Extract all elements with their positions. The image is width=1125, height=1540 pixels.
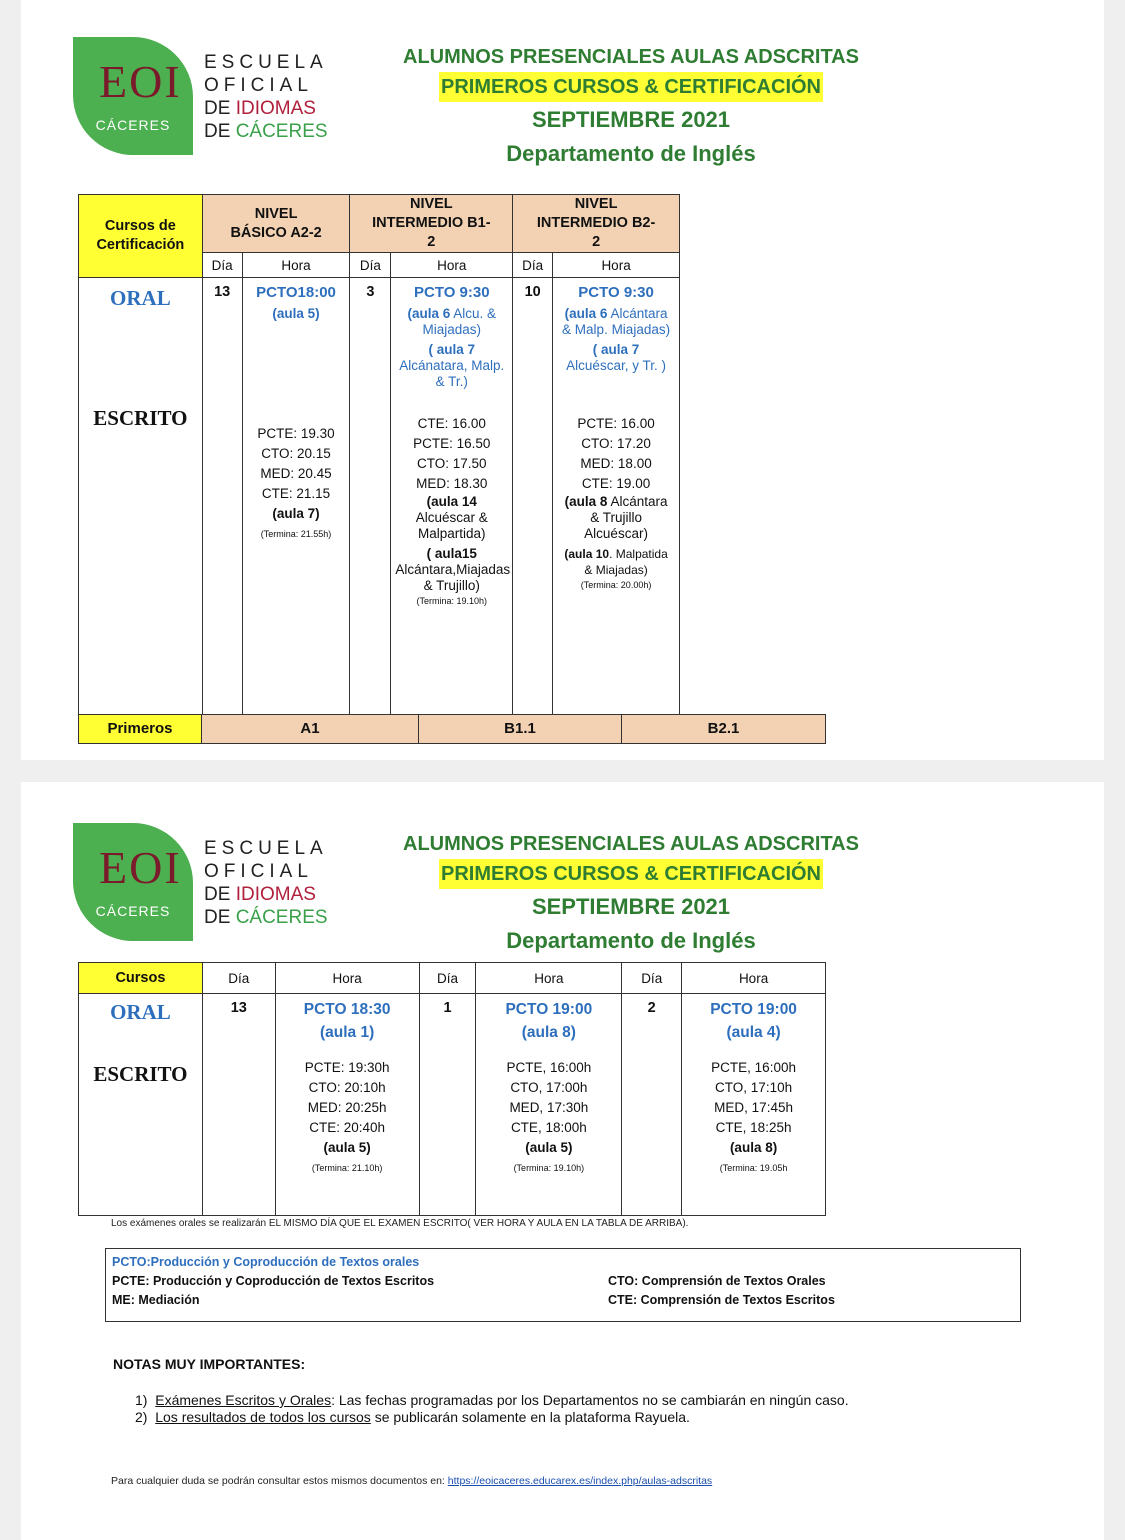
- dia-header: Día: [350, 253, 391, 278]
- hora-header: Hora: [242, 253, 350, 278]
- logo-city: CÁCERES: [95, 903, 171, 919]
- legend-pcto: PCTO:Producción y Coproducción de Textos orales: [112, 1255, 420, 1269]
- title-department: Departamento de Inglés: [506, 141, 756, 166]
- footer-link[interactable]: https://eoicaceres.educarex.es/index.php/aulas-adscritas: [447, 1475, 713, 1487]
- c2-day: 1: [419, 994, 476, 1216]
- b2-day: 10: [513, 278, 553, 720]
- b1-written: CTE: 16.00 PCTE: 16.50 CTO: 17.50 MED: 18.30 (aula 14 Alcuéscar & Malpartida) ( aula15 Alcántara,Miajadas & Trujillo) (Termina: 19.10h): [395, 416, 511, 606]
- dia-header: Día: [622, 963, 682, 994]
- dia-header: Día: [202, 253, 242, 278]
- level-b1-header: NIVEL INTERMEDIO B1-2: [350, 195, 513, 253]
- corner-header: Cursos de Certificación: [79, 195, 203, 278]
- dia-header: Día: [419, 963, 476, 994]
- oral-label: ORAL: [110, 1000, 171, 1024]
- hora-header: Hora: [553, 253, 680, 278]
- notes-heading: NOTAS MUY IMPORTANTES:: [113, 1356, 306, 1372]
- page-2: [21, 782, 1104, 1540]
- page-title-block: [351, 42, 911, 170]
- c1-schedule: PCTO 18:30 (aula 1) PCTE: 19:30h CTO: 20:10h MED: 20:25h CTE: 20:40h (aula 5) (Termina: 21.10h): [275, 994, 419, 1216]
- oral-label: ORAL: [110, 286, 171, 310]
- hora-header: Hora: [682, 963, 826, 994]
- hora-header: Hora: [391, 253, 513, 278]
- b2-written: PCTE: 16.00 CTO: 17.20 MED: 18.00 CTE: 19.00 (aula 8 Alcántara & Trujillo Alcuéscar) (aula 10. Malpatida & Miajadas) (Termina: 20.00h): [564, 416, 668, 590]
- a2-pcto-aula: (aula 5): [272, 306, 320, 321]
- c2-schedule: PCTO 19:00 (aula 8) PCTE, 16:00h CTO, 17:00h MED, 17:30h CTE, 18:00h (aula 5) (Termina: 19.10h): [476, 994, 622, 1216]
- level-a2-header: NIVEL BÁSICO A2-2: [202, 195, 350, 253]
- b1-day: 3: [350, 278, 391, 720]
- primeros-b11: B1.1: [419, 715, 622, 743]
- primeros-label: Primeros: [79, 715, 202, 743]
- title-highlight: PRIMEROS CURSOS & CERTIFICACIÓN: [439, 72, 823, 102]
- certification-table: [78, 194, 680, 720]
- level-b2-header: NIVEL INTERMEDIO B2-2: [513, 195, 680, 253]
- escrito-label: ESCRITO: [93, 406, 188, 430]
- notes-list: [135, 1392, 849, 1426]
- title-highlight: PRIMEROS CURSOS & CERTIFICACIÓN: [439, 859, 823, 889]
- b2-pcto: PCTO 9:30: [578, 284, 654, 301]
- escrito-label: ESCRITO: [93, 1062, 188, 1086]
- footer-note: Para cualquier duda se podrán consultar estos mismos documentos en: https://eoicaceres.educarex.es/index.php/aulas-adscritas: [111, 1475, 713, 1487]
- exam-type-cell: [79, 994, 203, 1216]
- c3-schedule: PCTO 19:00 (aula 4) PCTE, 16:00h CTO, 17:10h MED, 17:45h CTE, 18:25h (aula 8) (Termina: 19.05h: [682, 994, 826, 1216]
- b1-pcto: PCTO 9:30: [413, 284, 490, 301]
- logo-city: CÁCERES: [95, 117, 171, 133]
- primeros-a1: A1: [202, 715, 419, 743]
- note-2: 2) Los resultados de todos los cursos se publicarán solamente en la plataforma Rayuela.: [135, 1409, 690, 1425]
- a2-written: PCTE: 19.30 CTO: 20.15 MED: 20.45 CTE: 21.15 (aula 7) (Termina: 21.55h): [257, 426, 335, 539]
- legend-pcte: PCTE: Producción y Coproducción de Textos Escritos: [112, 1274, 435, 1288]
- b1-schedule: PCTO 9:30 (aula 6 Alcu. & Miajadas) ( aula 7 Alcánatara, Malp. & Tr.) CTE: 16.00 PCTE: 16.50 CTO: 17.50 MED: 18.30 (aula 14 Alcuéscar & Malpartida) ( aula15 Alcántara,Miajadas & Trujillo) (Termina: 19.10h): [391, 278, 513, 720]
- abbreviation-legend: [105, 1248, 1021, 1322]
- eoi-logo: [73, 823, 193, 941]
- primeros-b21: B2.1: [707, 720, 740, 737]
- title-date: SEPTIEMBRE 2021: [531, 107, 731, 132]
- a2-schedule: [242, 278, 350, 720]
- title-main: ALUMNOS PRESENCIALES AULAS ADSCRITAS: [403, 833, 859, 855]
- primeros-table: [78, 962, 826, 1216]
- title-department: Departamento de Inglés: [506, 928, 756, 953]
- note-1: 1) Exámenes Escritos y Orales: Las fechas programadas por los Departamentos no se cambiarán en ningún caso.: [135, 1392, 849, 1408]
- oral-note: Los exámenes orales se realizarán EL MISMO DÍA QUE EL EXAMEN ESCRITO( VER HORA Y AULA EN LA TABLA DE ARRIBA).: [111, 1218, 689, 1229]
- legend-cte: CTE: Comprensión de Textos Escritos: [608, 1293, 835, 1307]
- a2-pcto: PCTO18:00: [256, 284, 336, 301]
- logo-letters: EOI: [99, 842, 182, 893]
- logo-letters: EOI: [99, 56, 182, 107]
- dia-header: Día: [513, 253, 553, 278]
- a2-day: 13: [202, 278, 242, 720]
- title-main: ALUMNOS PRESENCIALES AULAS ADSCRITAS: [403, 46, 859, 68]
- page-title-block: [351, 829, 911, 957]
- b2-schedule: PCTO 9:30 (aula 6 Alcántara & Malp. Miajadas) ( aula 7 Alcuéscar, y Tr. ) PCTE: 16.00 CTO: 17.20 MED: 18.00 CTE: 19.00 (aula 8 Alcántara & Trujillo Alcuéscar) (aula 10. Malpatida & Miajadas) (Termina: 20.00h): [553, 278, 680, 720]
- title-date: SEPTIEMBRE 2021: [531, 894, 731, 919]
- c1-day: 13: [202, 994, 275, 1216]
- primeros-row: [78, 714, 826, 744]
- corner-header: Cursos: [79, 963, 203, 994]
- c3-day: 2: [622, 994, 682, 1216]
- school-name: ESCUELA OFICIAL DE IDIOMAS DE CÁCERES: [204, 838, 328, 928]
- legend-me: ME: Mediación: [112, 1293, 200, 1307]
- exam-type-cell: [79, 278, 203, 720]
- legend-cto: CTO: Comprensión de Textos Orales: [608, 1274, 826, 1288]
- eoi-logo: [73, 37, 193, 155]
- hora-header: Hora: [275, 963, 419, 994]
- dia-header: Día: [202, 963, 275, 994]
- school-name: ESCUELA OFICIAL DE IDIOMAS DE CÁCERES: [204, 52, 328, 142]
- page-1: [21, 0, 1104, 760]
- hora-header: Hora: [476, 963, 622, 994]
